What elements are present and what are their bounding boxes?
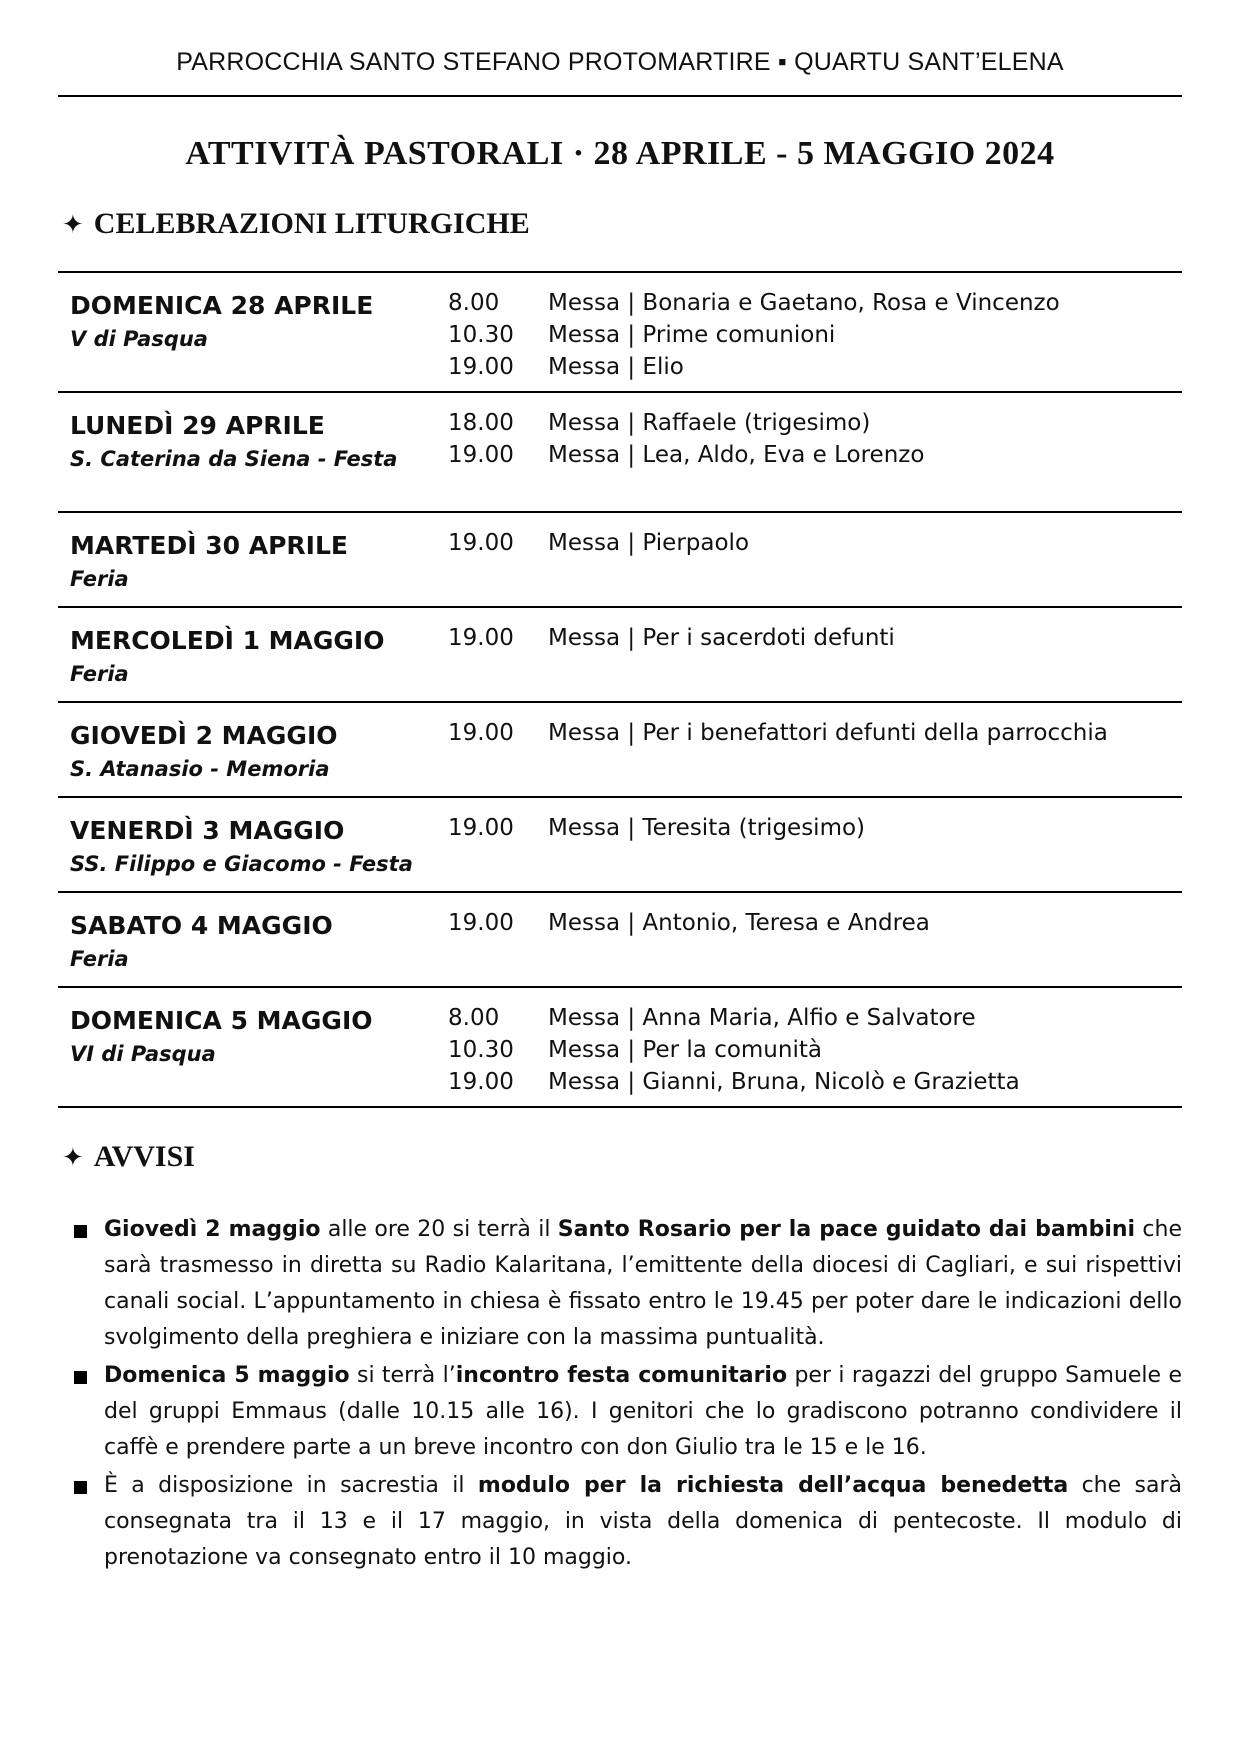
day-name: VENERDÌ 3 MAGGIO	[70, 816, 345, 845]
mass-time: 19.00	[448, 530, 514, 556]
schedule-row	[58, 393, 1182, 513]
mass-intention: Messa | Gianni, Bruna, Nicolò e Grazietta	[548, 1069, 1020, 1095]
mass-intention: Messa | Elio	[548, 354, 684, 380]
day-name: DOMENICA 28 APRILE	[70, 291, 374, 320]
notice-item	[74, 1358, 1182, 1466]
notice-highlight: Domenica 5 maggio	[104, 1363, 350, 1388]
mass-time: 8.00	[448, 290, 500, 316]
square-bullet-icon	[74, 1225, 87, 1238]
notice-text: alle ore 20 si terrà il	[320, 1217, 558, 1242]
notice-text: che sarà trasmesso in diretta su Radio Kalaritana, l’emittente della diocesi di Cagliari, e sui rispettivi canali social. L’appuntamento in chiesa è fissato entro le 19.45 per poter dare le indicazioni dello svolgimento della preghiera e iniziare con la massima puntualità.	[104, 1217, 1182, 1350]
mass-entry	[448, 622, 895, 654]
mass-list	[448, 717, 1108, 749]
mass-time: 10.30	[448, 1037, 514, 1063]
mass-time: 18.00	[448, 410, 514, 436]
day-name: SABATO 4 MAGGIO	[70, 911, 333, 940]
mass-list	[448, 1002, 1020, 1098]
mass-intention: Messa | Teresita (trigesimo)	[548, 815, 866, 841]
mass-time: 10.30	[448, 322, 514, 348]
notice-text: È a disposizione in sacrestia il	[104, 1473, 478, 1498]
schedule-row	[58, 798, 1182, 893]
mass-time: 19.00	[448, 720, 514, 746]
mass-entry	[448, 1002, 1020, 1034]
schedule-row	[58, 703, 1182, 798]
day-name: DOMENICA 5 MAGGIO	[70, 1006, 373, 1035]
mass-time: 19.00	[448, 815, 514, 841]
day-name: GIOVEDÌ 2 MAGGIO	[70, 721, 338, 750]
star-bullet-icon: ✦	[62, 1143, 84, 1173]
mass-entry	[448, 287, 1060, 319]
mass-list	[448, 527, 749, 559]
day-feast: Feria	[70, 567, 129, 591]
notice-text: che sarà consegnata tra il 13 e il 17 maggio, in vista della domenica di pentecoste. Il modulo di prenotazione va consegnato entro il 10 maggio.	[104, 1473, 1183, 1570]
mass-list	[448, 812, 865, 844]
mass-intention: Messa | Antonio, Teresa e Andrea	[548, 910, 930, 936]
mass-intention: Messa | Bonaria e Gaetano, Rosa e Vincenzo	[548, 290, 1060, 316]
day-feast: S. Caterina da Siena - Festa	[70, 447, 398, 471]
mass-time: 8.00	[448, 1005, 500, 1031]
square-bullet-icon	[74, 1371, 87, 1384]
notice-highlight: modulo per la richiesta dell’acqua benedetta	[477, 1473, 1069, 1498]
day-info	[70, 624, 385, 690]
mass-entry	[448, 319, 1060, 351]
notice-item	[74, 1468, 1182, 1576]
day-feast: SS. Filippo e Giacomo - Festa	[70, 852, 413, 876]
mass-entry	[448, 351, 1060, 383]
mass-entry	[448, 1034, 1020, 1066]
mass-entry	[448, 717, 1108, 749]
day-feast: Feria	[70, 947, 129, 971]
day-name: MARTEDÌ 30 APRILE	[70, 531, 348, 560]
mass-time: 19.00	[448, 1069, 514, 1095]
mass-time: 19.00	[448, 442, 514, 468]
notices-heading	[62, 1140, 195, 1174]
day-name: MERCOLEDÌ 1 MAGGIO	[70, 626, 385, 655]
schedule-row	[58, 988, 1182, 1108]
mass-entry	[448, 439, 924, 471]
day-feast: S. Atanasio - Memoria	[70, 757, 330, 781]
day-info	[70, 1004, 373, 1070]
page-title: ATTIVITÀ PASTORALI · 28 APRILE - 5 MAGGIO 2024	[185, 135, 1055, 172]
mass-intention: Messa | Pierpaolo	[548, 530, 750, 556]
celebrations-heading-label: CELEBRAZIONI LITURGICHE	[93, 207, 530, 240]
schedule-row	[58, 273, 1182, 393]
notice-text: per i ragazzi del gruppo Samuele e del gruppi Emmaus (dalle 10.15 alle 16). I genitori che lo gradiscono potranno condividere il caffè e prendere parte a un breve incontro con don Giulio tra le 15 e le 16.	[104, 1363, 1182, 1460]
mass-intention: Messa | Per i sacerdoti defunti	[548, 625, 895, 651]
day-feast: VI di Pasqua	[70, 1042, 216, 1066]
header-divider	[58, 95, 1182, 97]
mass-intention: Messa | Lea, Aldo, Eva e Lorenzo	[548, 442, 925, 468]
mass-list	[448, 287, 1060, 383]
schedule-row	[58, 608, 1182, 703]
mass-time: 19.00	[448, 625, 514, 651]
mass-list	[448, 907, 930, 939]
notice-item	[74, 1212, 1182, 1356]
notice-highlight: incontro festa comunitario	[455, 1363, 788, 1388]
notices-list	[74, 1212, 1182, 1578]
mass-time: 19.00	[448, 354, 514, 380]
day-info	[70, 409, 397, 475]
notice-text: si terrà l’	[349, 1363, 456, 1388]
parish-header: PARROCCHIA SANTO STEFANO PROTOMARTIRE ▪ QUARTU SANT’ELENA	[176, 48, 1064, 76]
schedule-table	[58, 271, 1182, 1108]
mass-entry	[448, 1066, 1020, 1098]
mass-entry	[448, 907, 930, 939]
day-info	[70, 529, 348, 595]
notice-highlight: Giovedì 2 maggio	[104, 1217, 321, 1242]
mass-intention: Messa | Per la comunità	[548, 1037, 822, 1063]
mass-time: 19.00	[448, 910, 514, 936]
mass-entry	[448, 812, 865, 844]
mass-intention: Messa | Anna Maria, Alfio e Salvatore	[548, 1005, 976, 1031]
mass-list	[448, 407, 924, 471]
notices-heading-label: AVVISI	[93, 1140, 195, 1173]
day-feast: Feria	[70, 662, 129, 686]
mass-entry	[448, 407, 924, 439]
day-info	[70, 719, 338, 785]
notice-highlight: Santo Rosario per la pace guidato dai bambini	[557, 1217, 1136, 1242]
mass-intention: Messa | Per i benefattori defunti della parrocchia	[548, 720, 1108, 746]
mass-intention: Messa | Raffaele (trigesimo)	[548, 410, 871, 436]
square-bullet-icon	[74, 1481, 87, 1494]
schedule-row	[58, 513, 1182, 608]
day-info	[70, 909, 333, 975]
star-bullet-icon: ✦	[62, 210, 84, 240]
day-name: LUNEDÌ 29 APRILE	[70, 411, 325, 440]
mass-entry	[448, 527, 749, 559]
day-feast: V di Pasqua	[70, 327, 208, 351]
day-info	[70, 289, 373, 355]
schedule-row	[58, 893, 1182, 988]
celebrations-heading	[62, 207, 530, 241]
mass-intention: Messa | Prime comunioni	[548, 322, 836, 348]
day-info	[70, 814, 413, 880]
mass-list	[448, 622, 895, 654]
